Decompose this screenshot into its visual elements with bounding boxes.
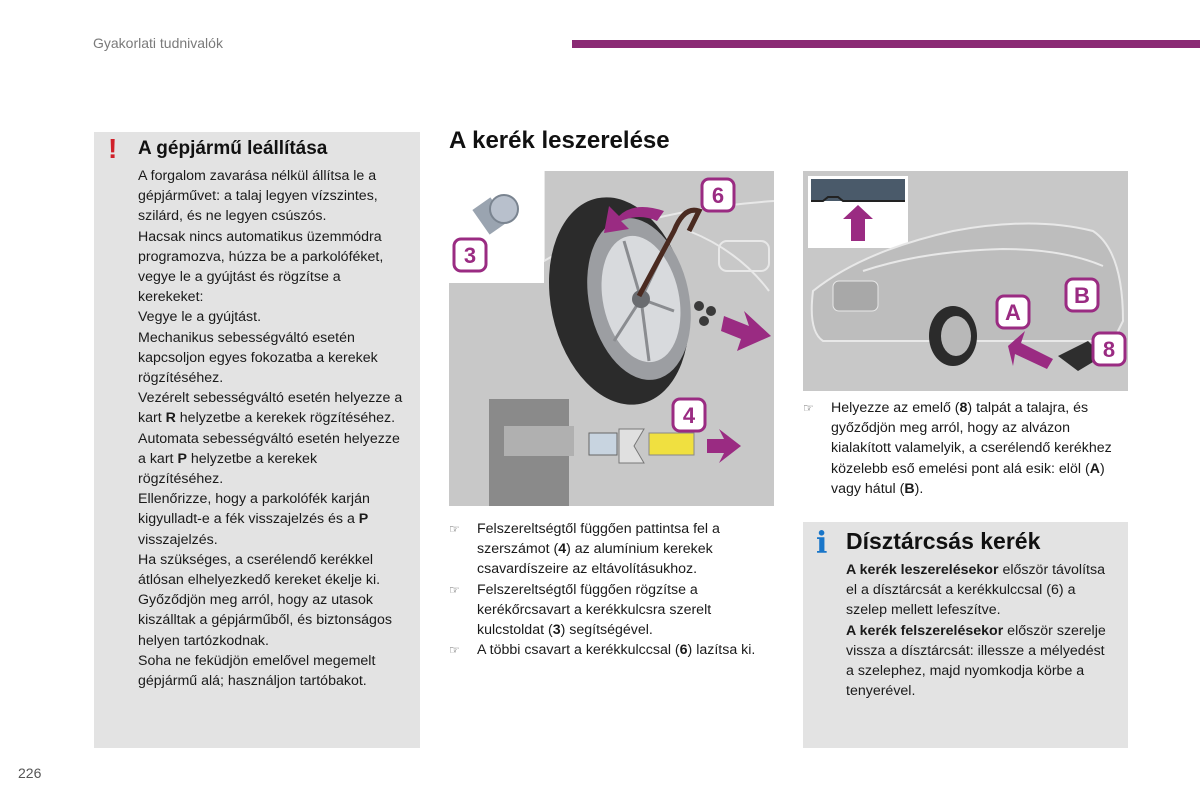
warning-line: Vegye le a gyújtást.: [138, 309, 262, 326]
svg-text:4: 4: [682, 403, 696, 428]
callout-6: [702, 179, 734, 211]
bullet-icon: ☞: [449, 643, 460, 658]
section-title: A kerék leszerelése: [449, 127, 670, 154]
bullet-icon: ☞: [803, 401, 814, 415]
svg-text:6: 6: [711, 183, 725, 208]
callout-4: [673, 399, 705, 431]
svg-text:B: B: [1074, 283, 1090, 308]
info-paragraph: A kerék leszerelésekor először távolítsa el a dísztárcsát a kerékkulccsal (6) a szelep mellett lefeszítve.: [846, 562, 1105, 619]
warning-line: A forgalom zavarása nélkül állítsa le a gépjárművet: a talaj legyen vízszintes, szilárd, és ne legyen csúszós.: [138, 168, 378, 225]
removal-instructions: [449, 519, 769, 660]
callout-A: [997, 296, 1029, 328]
warning-line: Mechanikus sebességváltó esetén kapcsoljon egyes fokozatba a kerekek rögzítéséhez.: [138, 329, 378, 387]
running-header: Gyakorlati tudnivalók: [93, 35, 223, 51]
warning-body: [138, 166, 406, 691]
svg-text:8: 8: [1102, 337, 1116, 362]
jack-placement-figure: [803, 171, 1128, 391]
warning-line: Soha ne feküdjön emelővel megemelt gépjármű alá; használjon tartóbakot.: [138, 652, 376, 690]
jack-instructions: [803, 398, 1123, 499]
svg-text:A: A: [1005, 300, 1021, 325]
info-icon: i: [816, 526, 828, 561]
callout-3: [454, 239, 486, 271]
warning-line: Ellenőrizze, hogy a parkolófék karján kigyulladt-e a fék visszajelzés és a P visszajelzés.: [138, 491, 370, 548]
list-item: ☞ A többi csavart a kerékkulccsal (6) lazítsa ki.: [449, 640, 769, 660]
list-item: ☞ Felszereltségtől függően rögzítse a kerékőrcsavart a kerékkulcsra szerelt kulcstoldat (3) segítségével.: [449, 581, 712, 639]
info-body: [846, 560, 1116, 701]
warning-line: Hacsak nincs automatikus üzemmódra programozva, húzza be a parkolóféket, vegye le a gyújtást és rögzítse a kerekeket:: [138, 228, 384, 306]
page-number: 226: [18, 765, 42, 781]
warning-line: Győződjön meg arról, hogy az utasok kiszálltak a gépjárműből, és biztonságos helyen tartózkodnak.: [138, 592, 392, 649]
info-paragraph: A kerék felszerelésekor először szerelje vissza a dísztárcsát: illessze a mélyedést a szelephez, majd nyomkodja körbe a tenyerével.: [846, 622, 1106, 700]
callout-8: [1093, 333, 1125, 365]
bullet-icon: ☞: [449, 522, 460, 536]
bullet-icon: ☞: [449, 582, 460, 597]
warning-line: Ha szükséges, a cserélendő kerékkel átlósan elhelyezkedő kereket ékelje ki.: [138, 551, 381, 589]
exclamation-icon: !: [108, 133, 118, 164]
list-item: ☞ Helyezze az emelő (8) talpát a talajra, és győződjön meg arról, hogy az alvázon kialakított valamelyik, a cserélendő kerékhez közelebb eső emelési pont alá esik: elöl (A) vagy hátul (B).: [803, 400, 1112, 497]
svg-text:3: 3: [463, 243, 477, 268]
info-title: Dísztárcsás kerék: [846, 528, 1041, 554]
callout-B: [1066, 279, 1098, 311]
header-accent-bar: [572, 40, 1200, 48]
warning-title: A gépjármű leállítása: [138, 138, 328, 159]
warning-line: Vezérelt sebességváltó esetén helyezze a kart R helyzetbe a kerekek rögzítéséhez.: [138, 390, 403, 427]
wheel-removal-figure: [449, 171, 774, 506]
warning-line: Automata sebességváltó esetén helyezze a kart P helyzetbe a kerekek rögzítéséhez.: [138, 430, 400, 488]
list-item: ☞ Felszereltségtől függően pattintsa fel a szerszámot (4) az alumínium kerekek csavardíszeire az eltávolításukhoz.: [449, 521, 720, 578]
